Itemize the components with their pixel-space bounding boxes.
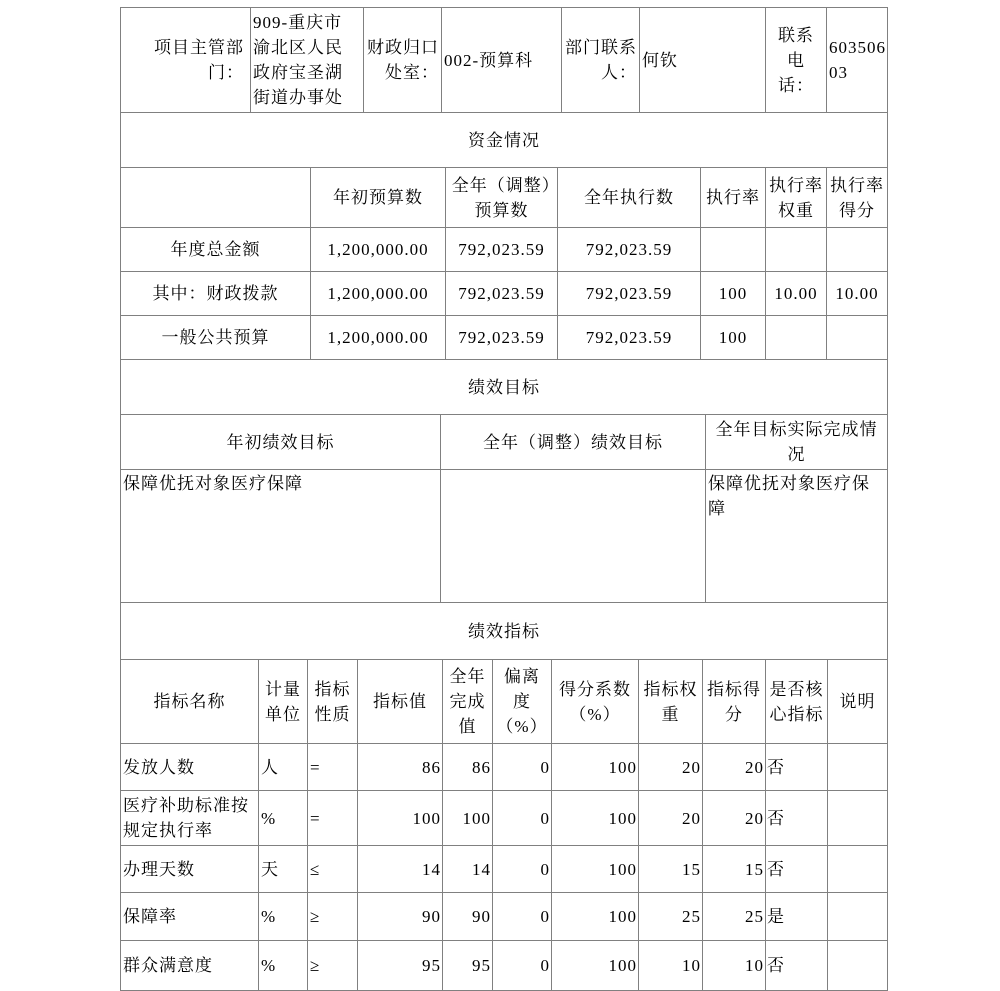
cell-executed: 792,023.59 xyxy=(558,228,701,272)
ind-target: 100 xyxy=(358,791,443,846)
funding-col-rate-weight: 执行率权重 xyxy=(766,168,827,228)
row-label: 一般公共预算 xyxy=(121,316,311,360)
indicator-row xyxy=(121,791,888,846)
goals-section-title: 绩效目标 xyxy=(121,360,888,415)
ind-unit: % xyxy=(259,893,308,941)
ind-col-unit: 计量单位 xyxy=(259,660,308,744)
indicator-row xyxy=(121,846,888,893)
ind-col-score-coef: 得分系数（%） xyxy=(552,660,639,744)
phone-label: 联系电话： xyxy=(766,8,827,113)
cell-exec-rate: 100 xyxy=(701,272,766,316)
ind-unit: 人 xyxy=(259,744,308,791)
ind-note xyxy=(828,744,888,791)
ind-note xyxy=(828,791,888,846)
indicators-header-row xyxy=(121,660,888,744)
office-value: 002-预算科 xyxy=(442,8,562,113)
indicator-row xyxy=(121,941,888,991)
ind-deviation: 0 xyxy=(493,941,552,991)
cell-rate-weight xyxy=(766,316,827,360)
ind-col-weight: 指标权重 xyxy=(639,660,703,744)
ind-deviation: 0 xyxy=(493,846,552,893)
ind-nature: ≤ xyxy=(308,846,358,893)
ind-note xyxy=(828,941,888,991)
funding-header-row xyxy=(121,168,888,228)
cell-exec-rate xyxy=(701,228,766,272)
cell-adjusted-budget: 792,023.59 xyxy=(446,272,558,316)
ind-nature: ≥ xyxy=(308,941,358,991)
goals-table xyxy=(120,359,888,603)
ind-name: 保障率 xyxy=(121,893,259,941)
dept-label: 项目主管部门： xyxy=(121,8,251,113)
ind-col-score: 指标得分 xyxy=(703,660,766,744)
funding-col-blank xyxy=(121,168,311,228)
cell-rate-score: 10.00 xyxy=(827,272,888,316)
funding-col-rate-score: 执行率得分 xyxy=(827,168,888,228)
ind-score-coef: 100 xyxy=(552,941,639,991)
performance-report-sheet xyxy=(120,7,887,991)
ind-core-flag: 是 xyxy=(766,893,828,941)
ind-score-coef: 100 xyxy=(552,846,639,893)
funding-col-initial-budget: 年初预算数 xyxy=(311,168,446,228)
goal-adjusted-text xyxy=(441,470,706,603)
cell-rate-weight xyxy=(766,228,827,272)
goals-col-initial: 年初绩效目标 xyxy=(121,415,441,470)
funding-section-row xyxy=(121,113,888,168)
goals-section-row xyxy=(121,360,888,415)
ind-col-deviation: 偏离度（%） xyxy=(493,660,552,744)
ind-score: 20 xyxy=(703,744,766,791)
goals-content-row xyxy=(121,470,888,603)
indicator-row xyxy=(121,744,888,791)
funding-section-title: 资金情况 xyxy=(121,113,888,168)
ind-core-flag: 否 xyxy=(766,744,828,791)
cell-rate-weight: 10.00 xyxy=(766,272,827,316)
cell-rate-score xyxy=(827,228,888,272)
ind-weight: 25 xyxy=(639,893,703,941)
ind-completed: 95 xyxy=(443,941,493,991)
ind-unit: 天 xyxy=(259,846,308,893)
ind-name: 群众满意度 xyxy=(121,941,259,991)
ind-note xyxy=(828,846,888,893)
goal-actual-text: 保障优抚对象医疗保障 xyxy=(706,470,888,603)
ind-name: 医疗补助标准按规定执行率 xyxy=(121,791,259,846)
contact-value: 何钦 xyxy=(640,8,766,113)
indicators-section-row xyxy=(121,603,888,660)
indicators-table xyxy=(120,602,888,991)
ind-completed: 14 xyxy=(443,846,493,893)
funding-table xyxy=(120,112,888,360)
indicators-section-title: 绩效指标 xyxy=(121,603,888,660)
cell-exec-rate: 100 xyxy=(701,316,766,360)
ind-score-coef: 100 xyxy=(552,893,639,941)
ind-score: 20 xyxy=(703,791,766,846)
ind-weight: 20 xyxy=(639,744,703,791)
row-label: 其中：财政拨款 xyxy=(121,272,311,316)
cell-executed: 792,023.59 xyxy=(558,272,701,316)
ind-target: 86 xyxy=(358,744,443,791)
ind-core-flag: 否 xyxy=(766,846,828,893)
ind-completed: 90 xyxy=(443,893,493,941)
cell-adjusted-budget: 792,023.59 xyxy=(446,228,558,272)
cell-initial-budget: 1,200,000.00 xyxy=(311,272,446,316)
ind-deviation: 0 xyxy=(493,744,552,791)
goals-header-row xyxy=(121,415,888,470)
ind-weight: 15 xyxy=(639,846,703,893)
info-row xyxy=(121,8,888,113)
ind-name: 办理天数 xyxy=(121,846,259,893)
goals-col-actual: 全年目标实际完成情况 xyxy=(706,415,888,470)
ind-col-completed: 全年完成值 xyxy=(443,660,493,744)
ind-col-note: 说明 xyxy=(828,660,888,744)
ind-core-flag: 否 xyxy=(766,941,828,991)
ind-name: 发放人数 xyxy=(121,744,259,791)
ind-score-coef: 100 xyxy=(552,744,639,791)
ind-col-core: 是否核心指标 xyxy=(766,660,828,744)
contact-label: 部门联系人： xyxy=(562,8,640,113)
ind-score: 25 xyxy=(703,893,766,941)
ind-target: 95 xyxy=(358,941,443,991)
ind-score-coef: 100 xyxy=(552,791,639,846)
cell-executed: 792,023.59 xyxy=(558,316,701,360)
ind-completed: 86 xyxy=(443,744,493,791)
cell-rate-score xyxy=(827,316,888,360)
ind-weight: 20 xyxy=(639,791,703,846)
funding-col-executed: 全年执行数 xyxy=(558,168,701,228)
ind-score: 15 xyxy=(703,846,766,893)
cell-adjusted-budget: 792,023.59 xyxy=(446,316,558,360)
funding-row-fiscal xyxy=(121,272,888,316)
funding-col-adjusted-budget: 全年（调整）预算数 xyxy=(446,168,558,228)
funding-row-public-budget xyxy=(121,316,888,360)
dept-value: 909-重庆市渝北区人民政府宝圣湖街道办事处 xyxy=(251,8,364,113)
ind-completed: 100 xyxy=(443,791,493,846)
cell-initial-budget: 1,200,000.00 xyxy=(311,228,446,272)
ind-deviation: 0 xyxy=(493,893,552,941)
ind-score: 10 xyxy=(703,941,766,991)
ind-target: 90 xyxy=(358,893,443,941)
ind-col-target: 指标值 xyxy=(358,660,443,744)
ind-target: 14 xyxy=(358,846,443,893)
office-label: 财政归口处室： xyxy=(364,8,442,113)
cell-initial-budget: 1,200,000.00 xyxy=(311,316,446,360)
funding-row-total xyxy=(121,228,888,272)
ind-nature: = xyxy=(308,744,358,791)
ind-nature: = xyxy=(308,791,358,846)
goals-col-adjusted: 全年（调整）绩效目标 xyxy=(441,415,706,470)
ind-col-name: 指标名称 xyxy=(121,660,259,744)
ind-unit: % xyxy=(259,791,308,846)
goal-initial-text: 保障优抚对象医疗保障 xyxy=(121,470,441,603)
info-table xyxy=(120,7,888,113)
indicator-row xyxy=(121,893,888,941)
row-label: 年度总金额 xyxy=(121,228,311,272)
phone-value: 60350603 xyxy=(827,8,888,113)
ind-weight: 10 xyxy=(639,941,703,991)
ind-unit: % xyxy=(259,941,308,991)
ind-deviation: 0 xyxy=(493,791,552,846)
ind-col-nature: 指标性质 xyxy=(308,660,358,744)
ind-nature: ≥ xyxy=(308,893,358,941)
ind-note xyxy=(828,893,888,941)
ind-core-flag: 否 xyxy=(766,791,828,846)
funding-col-exec-rate: 执行率 xyxy=(701,168,766,228)
